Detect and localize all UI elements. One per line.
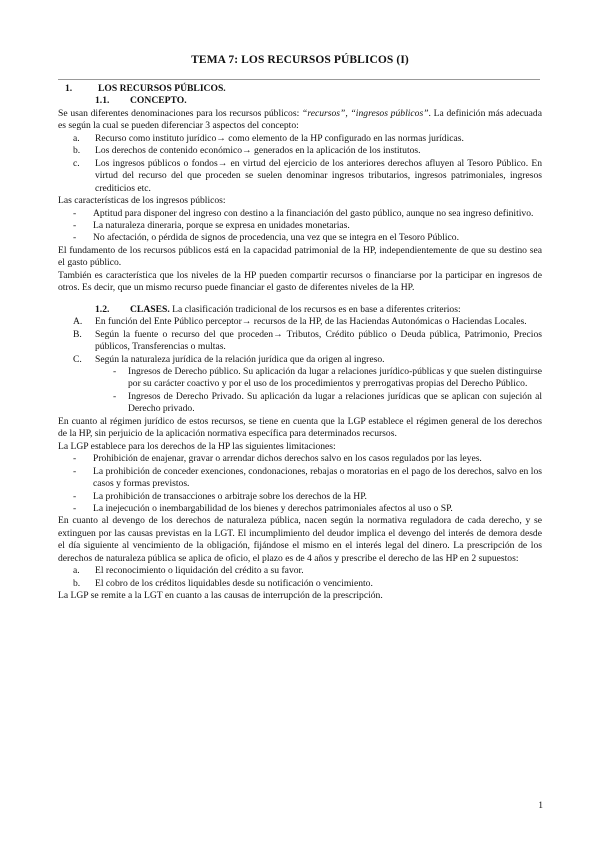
list-item-limitacion: - La prohibición de conceder exenciones, condonaciones, rebajas o moratorias en el pago de los derechos, salvo en los casos y formas previstos. [73, 465, 542, 490]
subsection-heading-clases: 1.2. CLASES. La clasificación tradicional de los recursos es en base a diferentes criterios: [95, 303, 461, 315]
lgp-paragraph: La LGP establece para los derechos de la HP las siguientes limitaciones: [58, 440, 336, 452]
tambien-paragraph: También es característica que los niveles de la HP pueden compartir recursos o financiarse por la participar en ingresos de otros. Es decir, que un mismo recurso puede financiar el gasto de diferentes niveles de la HP. [58, 269, 542, 294]
list-item-naturaleza: - Ingresos de Derecho Privado. Su aplicación da lugar a relaciones jurídicas que se aplican con sujeción al Derecho privado. [113, 390, 542, 415]
list-item-caracteristica: - La naturaleza dineraria, porque se expresa en unidades monetarias. [73, 219, 350, 231]
page-title: TEMA 7: LOS RECURSOS PÚBLICOS (I) [191, 54, 409, 66]
list-item-supuesto: a. El reconocimiento o liquidación del crédito a su favor. [73, 565, 304, 577]
caracteristicas-intro: Las características de los ingresos públicos: [58, 195, 226, 207]
fundamento-paragraph: El fundamento de los recursos públicos está en la capacidad patrimonial de la HP, independientemente de que su destino sea el gasto público. [58, 244, 542, 269]
list-item-clase: A. En función del Ente Público perceptor→ recursos de la HP, de las Haciendas Autonómicas o Haciendas Locales. [73, 316, 527, 328]
list-item-aspect: a. Recurso como instituto jurídico→ como elemento de la HP configurado en las normas jurídicas. [73, 132, 464, 144]
list-item-aspect: c. Los ingresos públicos o fondos→ en virtud del ejercicio de los anteriores derechos afluyen al Tesoro Público. En virtud del recurso del que proceden se suelen denominar ingresos tributarios, ingresos patrimoniales, ingresos crediticios etc. [73, 157, 542, 194]
list-item-caracteristica: - No afectación, o pérdida de signos de procedencia, una vez que se integra en el Tesoro Público. [73, 232, 459, 244]
list-item-aspect: b. Los derechos de contenido económico→ generados en la aplicación de los institutos. [73, 145, 421, 157]
section-heading-1: 1. LOS RECURSOS PÚBLICOS. [65, 83, 226, 94]
devengo-paragraph: En cuanto al devengo de los derechos de naturaleza pública, nacen según la normativa reguladora de cada derecho, y se extinguen por las causas previstas en la LGT. El incumplimiento del deudor implica el devengo del interés de demora desde el día siguiente al vencimiento de la obligación, fijándose el mismo en el interés legal del dinero. La prescripción de los derechos de naturaleza pública se aplica de oficio, el plazo es de 4 años y prescribe el derecho de las HP en 2 supuestos: [58, 515, 542, 564]
list-item-clase: C. Según la naturaleza jurídica de la relación jurídica que da origen al ingreso. [73, 353, 385, 365]
regimen-paragraph: En cuanto al régimen jurídico de estos recursos, se tiene en cuenta que la LGP establece el régimen general de los derechos de la HP, sin perjuicio de la aplicación normativa específica para determinados recursos. [58, 415, 542, 440]
page-number: 1 [538, 800, 543, 811]
title-divider [58, 79, 540, 80]
list-item-naturaleza: - Ingresos de Derecho público. Su aplicación da lugar a relaciones jurídico-públicas y que suelen distinguirse por su carácter coactivo y por el uso de los procedimientos y prerrogativas propias del Derecho Público. [113, 365, 542, 390]
list-item-limitacion: - Prohibición de enajenar, gravar o arrendar dichos derechos salvo en los casos regulados por las leyes. [73, 453, 482, 465]
final-paragraph: La LGP se remite a la LGT en cuanto a las causas de interrupción de la prescripción. [58, 590, 383, 602]
list-item-limitacion: - La inejecución o inembargabilidad de los bienes y derechos patrimoniales afectos al uso o SP. [73, 502, 453, 514]
document-body [58, 83, 542, 603]
list-item-clase: B. Según la fuente o recurso del que proceden→ Tributos, Crédito público o Deuda pública, Patrimonio, Precios públicos, Transferencias o multas. [73, 328, 542, 353]
list-item-limitacion: - La prohibición de transacciones o arbitraje sobre los derechos de la HP. [73, 490, 367, 502]
subsection-heading-concepto: 1.1. CONCEPTO. [95, 95, 187, 107]
intro-paragraph: Se usan diferentes denominaciones para los recursos públicos: “recursos”, “ingresos públicos”. La definición más adecuada es según la cual se pueden diferenciar 3 aspectos del concepto: [58, 107, 542, 132]
list-item-caracteristica: - Aptitud para disponer del ingreso con destino a la financiación del gasto público, aunque no sea ingreso definitivo. [73, 207, 534, 219]
list-item-supuesto: b. El cobro de los créditos liquidables desde su notificación o vencimiento. [73, 577, 373, 589]
